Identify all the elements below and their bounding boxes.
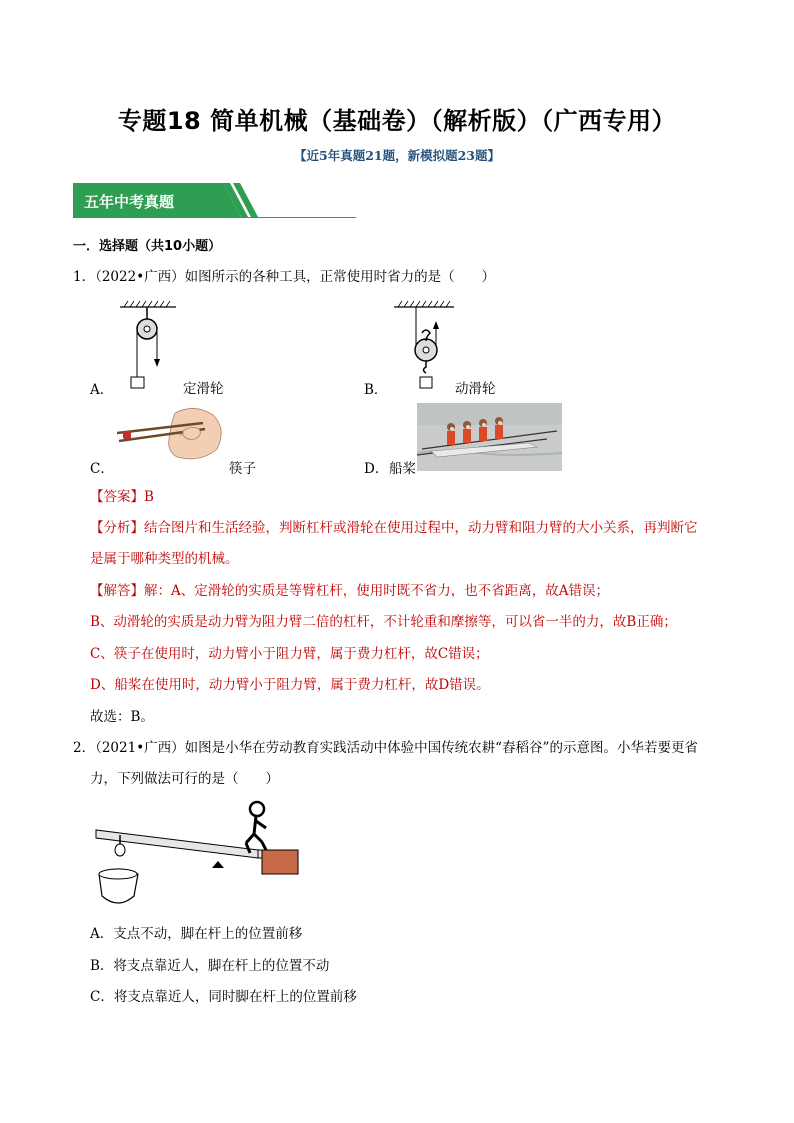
fixed-pulley-figure (118, 297, 178, 392)
rowing-boat-photo (417, 403, 562, 471)
q2-option-b: B．将支点靠近人，脚在杆上的位置不动 (90, 958, 330, 974)
solution-text: 解：A、定滑轮的实质是等臂杠杆，使用时既不省力，也不省距离，故A错误； (144, 583, 609, 599)
q1-option-b-label: 动滑轮 (455, 381, 496, 397)
q2-stem-line-1: 2．（2021•广西）如图是小华在劳动教育实践活动中体验中国传统农耕“舂稻谷”的示意图。小华若要更省 (73, 740, 698, 756)
answer-tag: 【答案】 (90, 489, 144, 505)
q1-solution-line-1 (90, 581, 609, 601)
q1-solution-line-4: D、船桨在使用时，动力臂小于阻力臂，属于费力杠杆，故D错误。 (90, 677, 490, 693)
movable-pulley-figure (392, 297, 457, 392)
q1-option-a-letter: A． (90, 382, 114, 398)
q1-stem: 1．（2022•广西）如图所示的各种工具，正常使用时省力的是（ ） (73, 269, 496, 285)
page-title: 专题18 简单机械（基础卷）（解析版）（广西专用） (117, 107, 677, 135)
q2-stem-line-2: 力，下列做法可行的是（ ） (90, 771, 279, 787)
q1-option-d-label: 船桨 (389, 461, 416, 477)
q1-option-c-letter: C． (90, 461, 114, 477)
q1-option-c-label: 筷子 (229, 461, 256, 477)
page-subtitle: 【近5年真题21题，新模拟题23题】 (294, 148, 500, 163)
q1-answer (90, 487, 154, 507)
q1-option-b-letter: B． (364, 382, 388, 398)
answer-value: B (144, 489, 154, 505)
q1-option-a-label: 定滑轮 (183, 381, 224, 397)
q2-option-a: A．支点不动，脚在杆上的位置前移 (90, 926, 303, 942)
q2-option-c: C．将支点靠近人，同时脚在杆上的位置前移 (90, 989, 357, 1005)
q1-analysis-line-1 (90, 518, 698, 538)
part-heading: 一．选择题（共10小题） (73, 239, 222, 254)
rice-pounding-lever-figure (90, 798, 310, 913)
q1-choice: 故选：B。 (90, 709, 154, 725)
analysis-text: 结合图片和生活经验，判断杠杆或滑轮在使用过程中，动力臂和阻力臂的大小关系，再判断它 (144, 520, 698, 536)
q1-option-d-letter: D． (364, 461, 389, 477)
chopsticks-figure (117, 405, 227, 465)
q1-analysis-line-2: 是属于哪种类型的机械。 (90, 551, 239, 567)
solution-tag: 【解答】 (90, 583, 144, 599)
section-banner-label: 五年中考真题 (84, 193, 175, 211)
q1-solution-line-3: C、筷子在使用时，动力臂小于阻力臂，属于费力杠杆，故C错误； (90, 646, 489, 662)
q1-solution-line-2: B、动滑轮的实质是动力臂为阻力臂二倍的杠杆，不计轮重和摩擦等，可以省一半的力，故B正确； (90, 614, 677, 630)
analysis-tag: 【分析】 (90, 520, 144, 536)
